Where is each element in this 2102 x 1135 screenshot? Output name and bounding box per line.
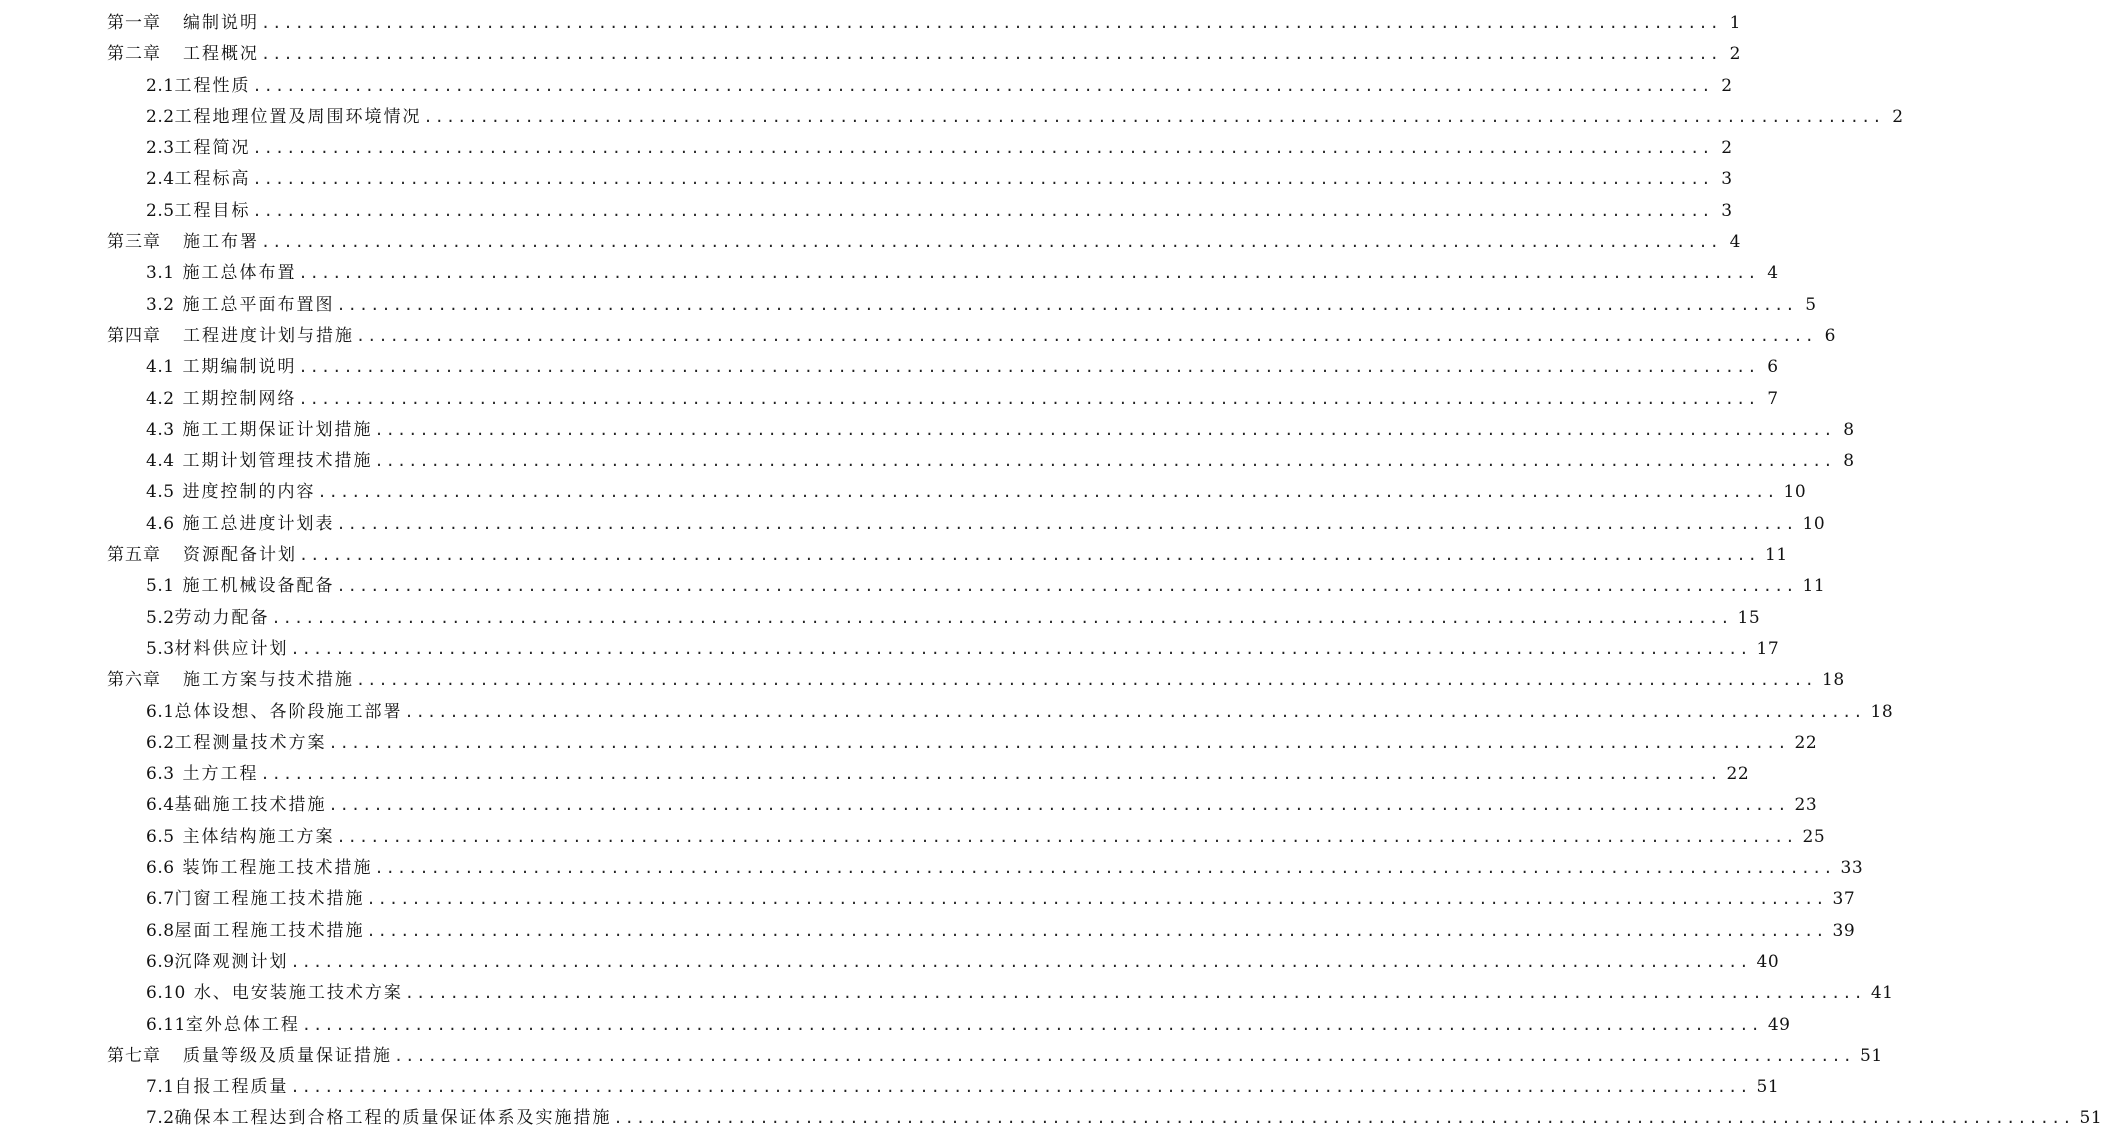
page-number: 33 (1840, 858, 1864, 879)
section-number: 7.1 (146, 1077, 175, 1098)
dot-leader: .................................................................................................................................. (374, 420, 1835, 439)
toc-row (0, 133, 1733, 164)
table-of-contents (0, 8, 2102, 1135)
section-title: 装饰工程施工技术措施 (182, 858, 373, 879)
toc-row (0, 853, 1864, 884)
section-number: 6.2 (146, 732, 175, 753)
toc-row (0, 509, 1826, 540)
dot-leader: .................................................................................................................................. (374, 859, 1835, 878)
toc-row (0, 697, 1894, 728)
toc-row (0, 790, 1818, 821)
section-number: 2.4 (146, 169, 175, 190)
section-number: 4.1 (146, 357, 175, 378)
dot-leader: .................................................................................................................................. (394, 1046, 1854, 1065)
page-number: 18 (1870, 701, 1894, 722)
section-title: 主体结构施工方案 (182, 826, 335, 847)
section-number: 6.9 (146, 951, 175, 972)
dot-leader: .................................................................................................................................. (336, 577, 1797, 596)
section-number: 6.10 (146, 983, 186, 1004)
dot-leader: .................................................................................................................................. (271, 608, 1732, 627)
toc-row (0, 8, 1741, 39)
section-number: 4.5 (146, 482, 175, 503)
dot-leader: .................................................................................................................................. (298, 358, 1759, 377)
page-number: 1 (1729, 13, 1741, 33)
section-number: 6.7 (146, 889, 175, 910)
toc-row (0, 1041, 1883, 1072)
toc-row (0, 1103, 2102, 1134)
toc-row (0, 978, 1894, 1009)
page-number: 40 (1756, 951, 1780, 972)
dot-leader: .................................................................................................................................. (404, 984, 1865, 1003)
section-number: 4.3 (146, 419, 175, 440)
section-title: 工程测量技术方案 (174, 732, 327, 753)
toc-row (0, 258, 1779, 289)
section-title: 进度控制的内容 (182, 482, 316, 503)
page-number: 41 (1870, 983, 1894, 1004)
section-title: 工程简况 (174, 138, 251, 159)
dot-leader: .................................................................................................................................. (366, 921, 1827, 940)
section-title: 工期计划管理技术措施 (182, 451, 373, 472)
toc-row (0, 665, 1845, 696)
chapter-number: 第五章 (107, 545, 161, 566)
section-title: 工程标高 (174, 169, 251, 190)
section-title: 总体设想、各阶段施工部署 (174, 701, 403, 722)
page-number: 25 (1802, 826, 1826, 847)
section-title: 工期编制说明 (182, 357, 297, 378)
page-number: 3 (1721, 169, 1733, 190)
toc-row (0, 352, 1779, 383)
page-number: 2 (1721, 138, 1733, 159)
section-number: 6.5 (146, 826, 175, 847)
section-number: 4.6 (146, 513, 175, 534)
chapter-number: 第七章 (107, 1045, 161, 1066)
section-title: 室外总体工程 (185, 1014, 300, 1035)
dot-leader: .................................................................................................................................. (298, 264, 1759, 283)
section-number: 2.3 (146, 138, 175, 159)
page-number: 51 (1860, 1045, 1883, 1066)
toc-row (0, 603, 1761, 634)
page-number: 6 (1767, 357, 1779, 378)
dot-leader: .................................................................................................................................. (336, 827, 1797, 846)
page-number: 18 (1822, 670, 1845, 691)
chapter-number: 第三章 (107, 232, 161, 253)
section-title: 基础施工技术措施 (174, 795, 327, 816)
toc-row (0, 540, 1788, 571)
dot-leader: .................................................................................................................................. (423, 107, 1884, 126)
page-number: 8 (1843, 419, 1855, 440)
section-title: 劳动力配备 (174, 607, 270, 628)
page-number: 2 (1892, 106, 1904, 127)
chapter-number: 第四章 (107, 325, 161, 346)
section-number: 6.8 (146, 920, 175, 941)
page-number: 15 (1737, 607, 1761, 628)
toc-row (0, 916, 1856, 947)
page-number: 39 (1832, 920, 1856, 941)
chapter-number: 第二章 (107, 44, 161, 65)
section-title: 工程目标 (174, 200, 251, 221)
dot-leader: .................................................................................................................................. (290, 1078, 1751, 1097)
toc-row (0, 71, 1733, 102)
page-number: 4 (1729, 232, 1741, 253)
dot-leader: .................................................................................................................................. (356, 326, 1816, 345)
page-number: 37 (1832, 889, 1856, 910)
page-number: 8 (1843, 451, 1855, 472)
dot-leader: .................................................................................................................................. (336, 295, 1797, 314)
page-number: 11 (1765, 545, 1788, 566)
toc-row (0, 164, 1733, 195)
section-title: 施工工期保证计划措施 (182, 419, 373, 440)
section-title: 工程性质 (174, 75, 251, 96)
section-number: 6.11 (146, 1014, 186, 1035)
chapter-title: 资源配备计划 (183, 545, 297, 566)
toc-row (0, 446, 1855, 477)
section-title: 确保本工程达到合格工程的质量保证体系及实施措施 (174, 1108, 612, 1129)
section-number: 5.2 (146, 607, 175, 628)
section-number: 5.1 (146, 576, 175, 597)
section-title: 水、电安装施工技术方案 (193, 983, 403, 1004)
section-title: 施工总平面布置图 (182, 294, 335, 315)
dot-leader: .................................................................................................................................. (328, 796, 1789, 815)
page-number: 4 (1767, 263, 1779, 284)
dot-leader: .................................................................................................................................. (252, 170, 1713, 189)
section-title: 工程地理位置及周围环境情况 (174, 106, 422, 127)
dot-leader: .................................................................................................................................. (261, 45, 1721, 64)
toc-row (0, 477, 1807, 508)
toc-row (0, 321, 1836, 352)
page-number: 51 (2079, 1108, 2102, 1129)
dot-leader: .................................................................................................................................. (366, 890, 1827, 909)
dot-leader: .................................................................................................................................. (252, 76, 1713, 95)
toc-row (0, 290, 1817, 321)
dot-leader: .................................................................................................................................. (252, 201, 1713, 220)
section-number: 4.4 (146, 451, 175, 472)
toc-row (0, 415, 1855, 446)
toc-row (0, 384, 1779, 415)
dot-leader: .................................................................................................................................. (290, 639, 1751, 658)
section-number: 2.2 (146, 106, 175, 127)
toc-row (0, 39, 1741, 70)
dot-leader: .................................................................................................................................. (613, 1109, 2074, 1128)
section-title: 工期控制网络 (182, 388, 297, 409)
section-number: 4.2 (146, 388, 175, 409)
page-number: 2 (1721, 75, 1733, 96)
page-number: 22 (1726, 764, 1750, 785)
toc-row (0, 571, 1826, 602)
section-title: 自报工程质量 (174, 1077, 289, 1098)
dot-leader: .................................................................................................................................. (374, 452, 1835, 471)
dot-leader: .................................................................................................................................. (404, 702, 1865, 721)
section-title: 沉降观测计划 (174, 951, 289, 972)
dot-leader: .................................................................................................................................. (301, 1015, 1762, 1034)
section-number: 2.1 (146, 75, 175, 96)
page-number: 2 (1729, 44, 1741, 65)
section-number: 6.3 (146, 764, 175, 785)
toc-row (0, 634, 1780, 665)
toc-row (0, 728, 1818, 759)
section-title: 施工总进度计划表 (182, 513, 335, 534)
chapter-number: 第六章 (107, 670, 161, 691)
section-number: 5.3 (146, 638, 175, 659)
section-number: 2.5 (146, 200, 175, 221)
dot-leader: .................................................................................................................................. (252, 139, 1713, 158)
page-number: 23 (1794, 795, 1818, 816)
page-number: 5 (1805, 294, 1817, 315)
toc-row (0, 227, 1741, 258)
section-number: 7.2 (146, 1108, 175, 1129)
section-title: 材料供应计划 (174, 638, 289, 659)
page-number: 49 (1767, 1014, 1791, 1035)
toc-row (0, 759, 1750, 790)
dot-leader: .................................................................................................................................. (260, 765, 1721, 784)
section-title: 屋面工程施工技术措施 (174, 920, 365, 941)
page-number: 51 (1756, 1077, 1780, 1098)
chapter-title: 编制说明 (183, 13, 259, 33)
dot-leader: .................................................................................................................................. (356, 671, 1816, 690)
page-number: 6 (1824, 325, 1836, 346)
toc-row (0, 196, 1733, 227)
dot-leader: .................................................................................................................................. (261, 14, 1721, 32)
toc-row (0, 102, 1904, 133)
dot-leader: .................................................................................................................................. (298, 389, 1759, 408)
section-number: 3.2 (146, 294, 175, 315)
page-number: 22 (1794, 732, 1818, 753)
dot-leader: .................................................................................................................................. (336, 514, 1797, 533)
toc-row (0, 947, 1780, 978)
page-number: 3 (1721, 200, 1733, 221)
section-number: 6.4 (146, 795, 175, 816)
dot-leader: .................................................................................................................................. (261, 233, 1721, 252)
chapter-title: 施工布署 (183, 232, 259, 253)
dot-leader: .................................................................................................................................. (317, 483, 1778, 502)
page-number: 10 (1802, 513, 1826, 534)
section-number: 6.6 (146, 858, 175, 879)
section-title: 土方工程 (182, 764, 259, 785)
section-number: 3.1 (146, 263, 175, 284)
chapter-title: 施工方案与技术措施 (183, 670, 354, 691)
page-number: 11 (1802, 576, 1826, 597)
toc-row (0, 822, 1826, 853)
page-number: 17 (1756, 638, 1780, 659)
toc-row (0, 1072, 1780, 1103)
section-title: 门窗工程施工技术措施 (174, 889, 365, 910)
toc-row (0, 884, 1856, 915)
section-title: 施工机械设备配备 (182, 576, 335, 597)
chapter-title: 工程进度计划与措施 (183, 325, 354, 346)
page-number: 7 (1767, 388, 1779, 409)
chapter-title: 质量等级及质量保证措施 (183, 1045, 392, 1066)
chapter-title: 工程概况 (183, 44, 259, 65)
dot-leader: .................................................................................................................................. (290, 952, 1751, 971)
section-number: 6.1 (146, 701, 175, 722)
chapter-number: 第一章 (107, 13, 161, 33)
dot-leader: .................................................................................................................................. (328, 733, 1789, 752)
toc-row (0, 1010, 1791, 1041)
dot-leader: .................................................................................................................................. (299, 546, 1759, 565)
page-number: 10 (1783, 482, 1807, 503)
section-title: 施工总体布置 (182, 263, 297, 284)
